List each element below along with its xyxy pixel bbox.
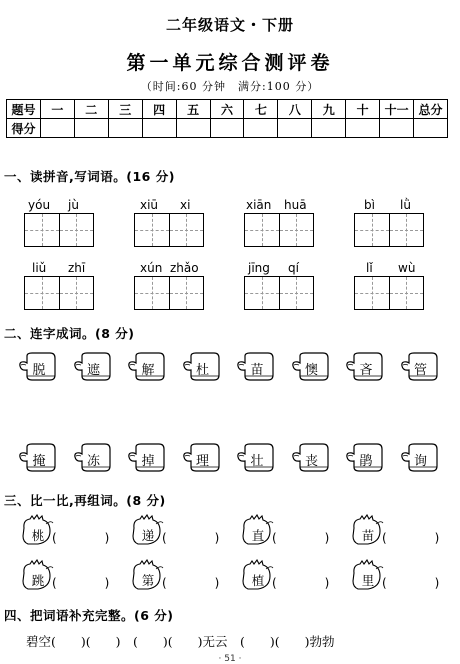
mitten-char: 丧 <box>304 454 318 469</box>
time-info: （时间:60 分钟 满分:100 分） <box>140 80 320 93</box>
score-header-cell: 五 <box>176 100 210 119</box>
score-table-header-row <box>7 100 448 119</box>
pinyin-text: xi <box>180 198 191 212</box>
compare-item <box>130 514 234 550</box>
answer-blank[interactable]: ( ) <box>52 576 110 590</box>
mitten-char: 解 <box>141 363 155 378</box>
top-mitten-card[interactable] <box>18 352 60 382</box>
score-header-cell: 八 <box>278 100 312 119</box>
pinyin-writing-item <box>134 261 204 317</box>
score-header-cell: 二 <box>74 100 108 119</box>
top-mitten-card[interactable] <box>182 352 224 382</box>
answer-blank[interactable]: ( ) <box>52 531 110 545</box>
answer-blank[interactable]: ( ) <box>382 531 440 545</box>
score-row-label: 得分 <box>7 119 41 138</box>
pinyin-writing-item <box>24 198 94 254</box>
compare-char: 跳 <box>31 573 45 588</box>
score-table-score-row <box>7 119 448 138</box>
pinyin-text: qí <box>288 261 299 275</box>
bottom-mitten-card[interactable] <box>291 443 333 473</box>
pinyin-text: xiū <box>140 198 159 212</box>
bottom-mitten-card[interactable] <box>182 443 224 473</box>
mitten-char: 鹃 <box>359 454 373 469</box>
bottom-mitten-card[interactable] <box>127 443 169 473</box>
compare-char: 直 <box>251 528 265 543</box>
bottom-mitten-card[interactable] <box>345 443 387 473</box>
compare-char: 植 <box>251 573 265 588</box>
tian-grid[interactable] <box>244 213 314 247</box>
pinyin-text: zhǎo <box>170 261 199 275</box>
compare-char: 桃 <box>31 528 45 543</box>
compare-char: 递 <box>141 528 155 543</box>
pinyin-text: wù <box>398 261 416 275</box>
mitten-char: 杜 <box>195 363 209 378</box>
pinyin-text: liǔ <box>32 261 47 275</box>
mitten-char: 壮 <box>250 454 264 469</box>
mitten-char: 掉 <box>141 454 155 469</box>
score-header-cell: 总分 <box>414 100 448 119</box>
pinyin-text: yóu <box>28 198 51 212</box>
compare-char: 里 <box>361 573 375 588</box>
score-cell[interactable] <box>380 119 414 138</box>
score-cell[interactable] <box>414 119 448 138</box>
pinyin-writing-item <box>354 198 424 254</box>
fill-in-words-line[interactable]: 碧空( )( ) ( )( )无云 ( )( )勃勃 <box>26 634 335 649</box>
score-cell[interactable] <box>108 119 142 138</box>
compare-item <box>20 559 124 595</box>
score-header-cell: 四 <box>142 100 176 119</box>
pinyin-text: huā <box>284 198 307 212</box>
answer-blank[interactable]: ( ) <box>162 576 220 590</box>
score-cell[interactable] <box>210 119 244 138</box>
pinyin-text: xún <box>140 261 163 275</box>
bottom-mitten-card[interactable] <box>400 443 442 473</box>
score-header-cell: 三 <box>108 100 142 119</box>
section-2-heading: 二、连字成词。(8 分) <box>4 326 135 341</box>
top-mitten-card[interactable] <box>73 352 115 382</box>
mitten-char: 遮 <box>86 363 100 378</box>
pinyin-text: lǜ <box>400 198 411 212</box>
mitten-char: 脱 <box>32 363 46 378</box>
section-4-heading: 四、把词语补充完整。(6 分) <box>4 608 174 623</box>
pinyin-writing-item <box>244 198 314 254</box>
tian-grid[interactable] <box>244 276 314 310</box>
grade-subtitle: 二年级语文・下册 <box>165 16 294 34</box>
mitten-char: 吝 <box>359 363 373 378</box>
compare-item <box>240 559 344 595</box>
score-cell[interactable] <box>176 119 210 138</box>
answer-blank[interactable]: ( ) <box>382 576 440 590</box>
mitten-char: 冻 <box>86 454 100 469</box>
score-header-cell: 一 <box>40 100 74 119</box>
pinyin-writing-item <box>24 261 94 317</box>
compare-char: 苗 <box>361 528 375 543</box>
score-cell[interactable] <box>312 119 346 138</box>
bottom-mitten-card[interactable] <box>236 443 278 473</box>
score-header-cell: 六 <box>210 100 244 119</box>
mitten-char: 懊 <box>304 363 318 378</box>
mitten-char: 苗 <box>250 363 264 378</box>
top-mitten-card[interactable] <box>291 352 333 382</box>
mitten-char: 理 <box>195 454 209 469</box>
score-cell[interactable] <box>278 119 312 138</box>
page-footer: · 51 · <box>218 654 242 664</box>
pinyin-text: jīng <box>248 261 270 275</box>
tian-grid[interactable] <box>354 213 424 247</box>
compare-char: 第 <box>141 573 155 588</box>
score-header-cell: 十 <box>346 100 380 119</box>
pinyin-writing-item <box>244 261 314 317</box>
compare-item <box>240 514 344 550</box>
score-cell[interactable] <box>74 119 108 138</box>
score-cell[interactable] <box>142 119 176 138</box>
pinyin-text: xiān <box>246 198 272 212</box>
pinyin-text: jù <box>68 198 79 212</box>
score-cell[interactable] <box>244 119 278 138</box>
score-header-cell: 十一 <box>380 100 414 119</box>
tian-grid[interactable] <box>354 276 424 310</box>
bottom-mitten-card[interactable] <box>18 443 60 473</box>
tian-grid[interactable] <box>24 213 94 247</box>
section-3-heading: 三、比一比,再组词。(8 分) <box>4 493 166 508</box>
pinyin-writing-item <box>134 198 204 254</box>
compare-item <box>350 514 454 550</box>
answer-blank[interactable]: ( ) <box>272 531 330 545</box>
score-header-cell: 九 <box>312 100 346 119</box>
score-header-cell: 七 <box>244 100 278 119</box>
mitten-char: 询 <box>413 454 427 469</box>
compare-item <box>20 514 124 550</box>
score-header-cell: 题号 <box>7 100 41 119</box>
score-cell[interactable] <box>346 119 380 138</box>
page-title: 第一单元综合测评卷 <box>126 52 334 74</box>
pinyin-text: zhī <box>68 261 86 275</box>
section-1-heading: 一、读拼音,写词语。(16 分) <box>4 169 175 184</box>
bottom-mitten-card[interactable] <box>73 443 115 473</box>
top-mitten-card[interactable] <box>400 352 442 382</box>
mitten-char: 掩 <box>32 454 46 469</box>
top-mitten-card[interactable] <box>345 352 387 382</box>
pinyin-text: bì <box>364 198 375 212</box>
pinyin-writing-item <box>354 261 424 317</box>
answer-blank[interactable]: ( ) <box>272 576 330 590</box>
score-table <box>6 99 448 138</box>
compare-item <box>350 559 454 595</box>
pinyin-text: lǐ <box>366 261 373 275</box>
score-cell[interactable] <box>40 119 74 138</box>
tian-grid[interactable] <box>134 213 204 247</box>
answer-blank[interactable]: ( ) <box>162 531 220 545</box>
top-mitten-card[interactable] <box>127 352 169 382</box>
mitten-char: 管 <box>413 363 427 378</box>
compare-item <box>130 559 234 595</box>
top-mitten-card[interactable] <box>236 352 278 382</box>
tian-grid[interactable] <box>24 276 94 310</box>
tian-grid[interactable] <box>134 276 204 310</box>
